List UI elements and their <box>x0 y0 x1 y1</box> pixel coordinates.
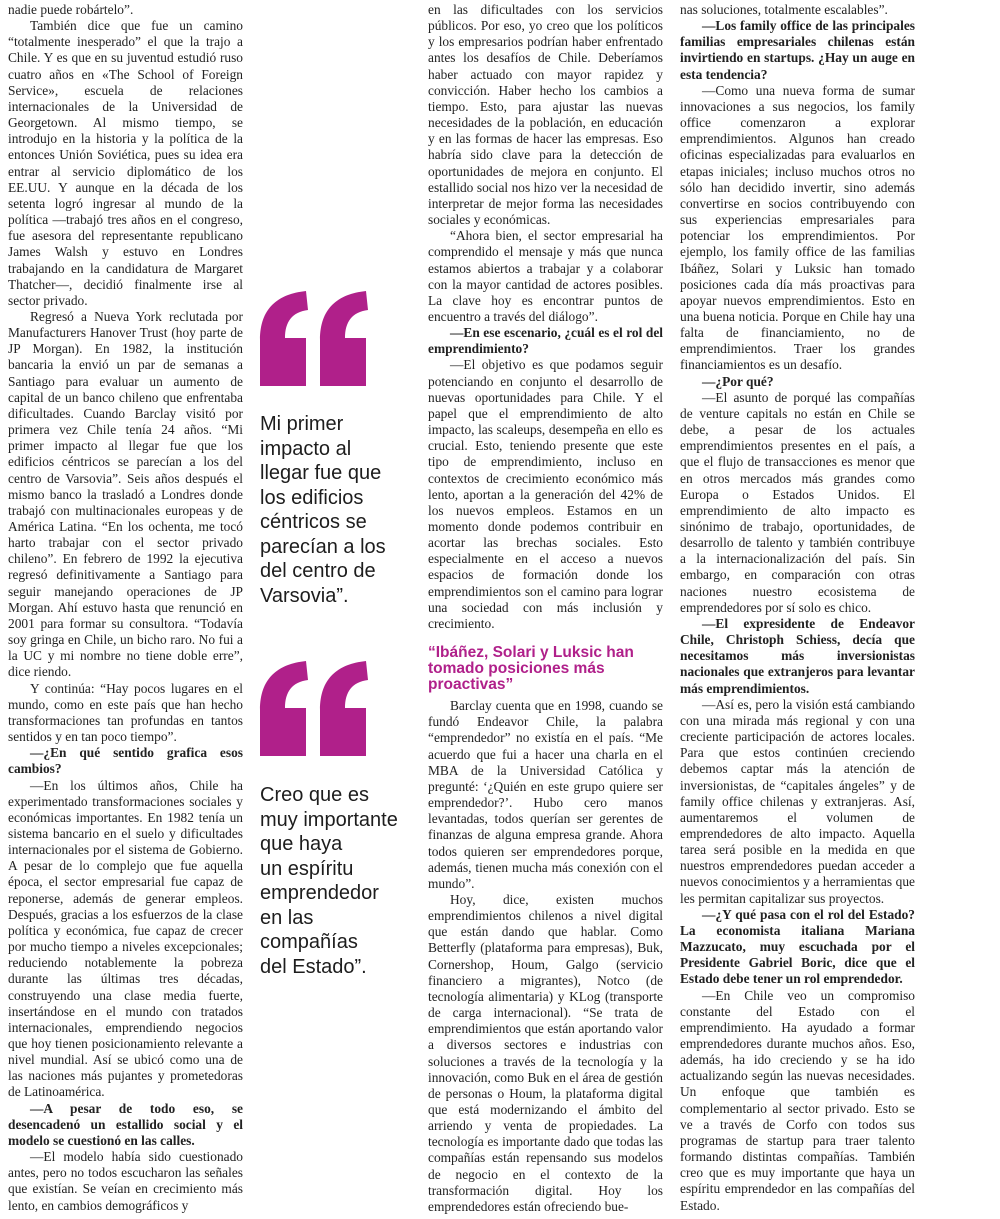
interview-question: —¿Por qué? <box>702 373 774 389</box>
body-paragraph: —En Chile veo un compromiso constante del Estado con el emprendimiento. Ha ayudado a formar emprendedores durante muchos años. Eso, además, ha ido creciendo y se ha ido actualizando según las nuevas necesidades. Un enfoque que también es complementario al sector privado. Esto se ve a través de Corfo con todos sus programas de startup para traer talento formando distintas compañías. También creo que es muy importante que haya un espíritu emprendedor en las compañías del Estado. <box>680 987 915 1213</box>
interview-question: —En ese escenario, ¿cuál es el rol del emprendimiento? <box>428 325 663 357</box>
opening-double-quote-icon <box>258 290 370 388</box>
pull-quote-1 <box>260 412 420 608</box>
section-subheading: “Ibáñez, Solari y Luksic han tomado posiciones más proactivas” <box>428 644 634 694</box>
pull-quote-line: los edificios <box>260 486 364 509</box>
pull-quote-line: impacto al <box>260 437 352 460</box>
pull-quote-line: que haya <box>260 833 343 855</box>
pull-quote-line: del centro de <box>260 560 376 582</box>
body-paragraph: nas soluciones, totalmente escalables”. <box>680 2 888 17</box>
body-paragraph: Y continúa: “Hay pocos lugares en el mundo, como en este país que han hecho transformaciones tan profundas en tantos sentidos y en tan poco tiempo”. <box>8 680 243 745</box>
pull-quote-line: Varsovia”. <box>260 584 349 607</box>
pull-quote-line: en las <box>260 906 314 929</box>
body-paragraph: “Ahora bien, el sector empresarial ha comprendido el mensaje y más que nunca estamos abiertos a trabajar y a colaborar con la mayor cantidad de actores posibles. La clave hoy es encontrar puntos de encuentro a través del diálogo”. <box>428 228 663 324</box>
pull-quote-line: Mi primer <box>260 413 344 435</box>
body-paragraph: —Como una nueva forma de sumar innovaciones a sus negocios, los family office comenzaron a explorar emprendimientos. Algunos han creado oficinas especializadas para evaluarlos en etapas iniciales; incluso muchos otros no sólo han decidido invertir, sino además convertirse en socios contribuyendo con sus experiencias empresariales para potenciar los emprendimientos. Por ejemplo, los family office de las familias Ibáñez, Solari y Luksic han tomado posiciones cada día más proactivas para apoyar nuevos emprendimientos. Esto en una buena noticia. Porque en Chile hay una falta de financiamiento, no de emprendimientos. Traer los grandes financiamientos es un desafío. <box>680 82 915 373</box>
quote-mark-right <box>320 291 368 386</box>
pull-quote-line: compañías <box>260 931 358 953</box>
interview-question: —El expresidente de Endeavor Chile, Christoph Schiess, decía que necesitamos más inversionistas nacionales que extranjeros para levantar más emprendimientos. <box>680 615 915 696</box>
article-column-1 <box>8 2 243 1219</box>
body-paragraph: —El modelo había sido cuestionado antes, pero no todos escucharon las señales que existían. Se veían en crecimiento más lento, en cambios demográficos y <box>8 1149 243 1213</box>
quote-mark-left <box>260 291 308 386</box>
body-paragraph: —El objetivo es que podamos seguir potenciando en conjunto el desarrollo de nuevas oportunidades para Chile. Y el papel que el emprendimiento de alto impacto, las scaleups, desempeña en ello es crucial. Esto, teniendo presente que este tipo de emprendimiento, incluso en contextos de crecimiento económico más lento, aportan a la generación del 42% de los nuevos empleos. Estamos en un momento donde podemos contribuir en acortar las brechas sociales. Esto especialmente en el acceso a nuevos espacios de formación donde los emprendimientos son el camino para lograr una sociedad con más inclusión y crecimiento. <box>428 357 663 631</box>
quote-mark-right <box>320 661 368 756</box>
pull-quote-2 <box>260 783 420 979</box>
pull-quote-line: un espíritu <box>260 857 354 880</box>
interview-question: —¿Y qué pasa con el rol del Estado? La economista italiana Mariana Mazzucato, muy escuchada por el Presidente Gabriel Boric, dice que el Estado debe tener un rol emprendedor. <box>680 906 915 987</box>
body-paragraph: Regresó a Nueva York reclutada por Manufacturers Hanover Trust (hoy parte de JP Morgan). En 1982, la institución bancaria la envió un par de semanas a Santiago para evaluar un aumento de capital de un banco chileno que enfrentaba dificultades. Cuando Barclay visitó por primera vez Chile tenía 24 años. “Mi primer impacto al llegar fue que los edificios céntricos se parecían a los del centro de Varsovia”. Seis años después el mismo banco la trasladó a Londres donde trabajó con multinacionales europeas y de América Latina. “En los ochenta, me tocó harto trabajar con el sector privado chileno”. En febrero de 1992 la ejecutiva regresó definitivamente a Santiago para seguir manejando operaciones de JP Morgan. Ahí estuvo hasta que renunció en 2001 para formar su consultora. “Todavía soy gringa en Chile, un bicho raro. No fui a la UC y mi nombre no tiene doble erre”, dice riendo. <box>8 308 243 680</box>
article-column-4 <box>680 2 915 1219</box>
pull-quote-line: muy importante <box>260 808 398 831</box>
body-paragraph: —El asunto de porqué las compañías de venture capitals no están en Chile se debe, a pesar de los actuales emprendimientos presentes en el país, a que el flujo de transacciones es menor que en otros mercados más grandes como Europa o Estados Unidos. El emprendimiento de alto impacto es sinónimo de trabajo, oportunidades, de desarrollo de talento y también contribuye a la internacionalización del país. Sin embargo, en comparación con otras naciones nuestro ecosistema de emprendedores por sí solo es chico. <box>680 389 915 615</box>
body-paragraph: nadie puede robártelo”. <box>8 2 134 17</box>
body-paragraph: —Así es, pero la visión está cambiando con una mirada más regional y con una creciente participación de actores locales. Para que estos continúen creciendo debemos captar más la atención de inversionistas, de “capitales ángeles” y de family office chilenas y extranjeras. Así, aumentaremos el volumen de emprendedores de alto impacto. Aquella tarea será posible en la medida en que nuestros emprendedores puedan acceder a nuevos conocimientos y a herramientas que les permitan capitalizar sus proyectos. <box>680 696 915 906</box>
pull-quote-line: emprendedor <box>260 882 379 904</box>
body-paragraph: También dice que fue un camino “totalmente inesperado” el que la trajo a Chile. Y es que en su juventud estudió ruso cuatro años en «The School of Foreign Service», escuela de relaciones internacionales de la Universidad de Georgetown. Al mismo tiempo, se introdujo en la historia y la política de la entonces Unión Soviética, pues su idea era entrar al servicio diplomático de los EE.UU. Y aunque en la década de los setenta logró ingresar al mundo de la política —trabajó tres años en el congreso, fue asesora del representante republicano James Walsh y estuvo en Londres trabajando en la candidatura de Margaret Thatcher—, decidió finalmente irse al sector privado. <box>8 18 243 308</box>
interview-question: —¿En qué sentido grafica esos cambios? <box>8 745 243 777</box>
pull-quote-line: del Estado”. <box>260 955 367 978</box>
body-paragraph: —En los últimos años, Chile ha experimentado transformaciones sociales y económicas importantes. En 1982 tenía un sistema bancario en el suelo y dificultades internacionales por el sistema de Gobierno. A pesar de lo complejo que fue aquella época, el sector empresarial fue capaz de reponerse, además de generar empleos. Después, gracias a los esfuerzos de la clase política y económica, fue capaz de crecer por mucho tiempo a niveles excepcionales; reduciendo notablemente la pobreza durante las últimas tres décadas, construyendo una clase media fuerte, insertándose en el mundo con tratados internacionales, emprendiendo negocios que hoy tienen posicionamiento relevante a nivel mundial. Así se ubicó como una de las naciones más pujantes y prometedoras de Latinoamérica. <box>8 777 243 1100</box>
pull-quote-line: llegar fue que <box>260 462 382 484</box>
pull-quote-line: Creo que es <box>260 784 369 806</box>
body-paragraph: Barclay cuenta que en 1998, cuando se fundó Endeavor Chile, la palabra “emprendedor” no existía en el país. “Me acuerdo que fui a hacer una charla en el MBA de la Universidad Católica y pregunté: ‘¿Quién en este grupo quiere ser emprendedor?’. Hubo cero manos levantadas, todos querían ser gerentes de finanzas de alguna empresa grande. Ahora todos quieren ser emprendedores porque, además, tienen mucha más conexión con el mundo”. <box>428 698 663 891</box>
quote-mark-left <box>260 661 308 756</box>
pull-quote-line: céntricos se <box>260 511 367 533</box>
body-paragraph: en las dificultades con los servicios públicos. Por eso, yo creo que los políticos y los empresarios podrían haber enfrentado antes los desafíos de Chile. Deberíamos haber actuado con mayor rapidez y convicción. Haber hecho los cambios a tiempo. Esto, para ajustar las nuevas necesidades de la población, en educación y en las formas de hacer las empresas. Eso habría sido clave para la detección de oportunidades de mejora en conjunto. El estallido social nos hizo ver la necesidad de interpretar de mejor forma las necesidades sociales y económicas. <box>428 2 663 228</box>
pull-quote-line: parecían a los <box>260 535 386 558</box>
interview-question: —A pesar de todo eso, se desencadenó un estallido social y el modelo se cuestionó en las calles. <box>8 1100 243 1148</box>
opening-double-quote-icon <box>258 660 370 758</box>
article-column-3 <box>428 2 663 1219</box>
interview-question: —Los family office de las principales familias empresariales chilenas están invirtiendo en startups. ¿Hay un auge en esta tendencia? <box>680 18 915 82</box>
body-paragraph: Hoy, dice, existen muchos emprendimientos chilenos a nivel digital que están dando que hablar. Como Betterfly (plataforma para empresas), Buk, Cornershop, Houm, Galgo (servicio financiero a migrantes), Notco (de tecnología alimentaria) y KLog (transporte de carga internacional). “Se trata de emprendimientos que están aportando valor a diversos sectores e industrias con soluciones a través de la tecnología y la innovación, como Buk en el área de gestión de personas o Houm, la plataforma digital que está modernizando el ámbito del arriendo y venta de propiedades. La tecnología es importante dado que todas las compañías están repensando sus modelos de negocio en el contexto de la transformación digital. Hoy los emprendedores están ofreciendo bue- <box>428 891 663 1214</box>
